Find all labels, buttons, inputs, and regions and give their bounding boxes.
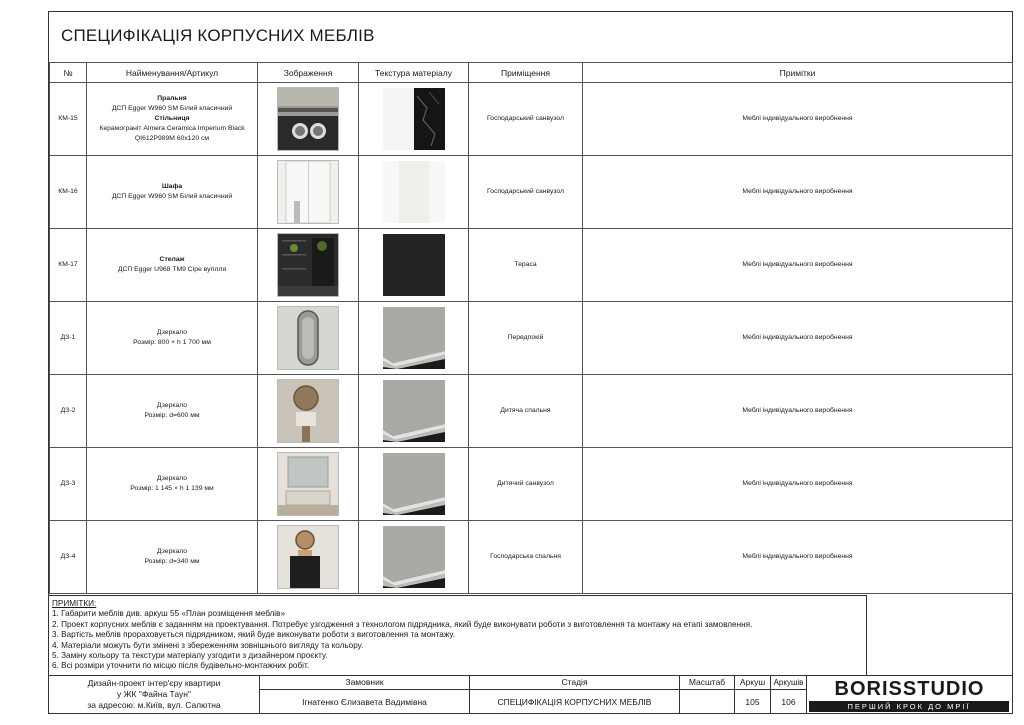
item-image-cell — [258, 302, 359, 375]
item-detail: Дзеркало — [156, 329, 188, 336]
material-texture-cell — [359, 448, 469, 521]
note-item: 4. Матеріали можуть бути змінені з збереженням зовнішнього вигляду та кольору. — [52, 640, 364, 650]
bathroom-mirror-photo — [277, 452, 339, 516]
notes-block — [49, 595, 867, 675]
sheet-value: 105 — [745, 697, 760, 707]
customer-cell — [259, 676, 469, 714]
note: Меблі індивідуального виробнення — [583, 521, 1013, 594]
table-header-row — [50, 63, 1013, 83]
note: Меблі індивідуального виробнення — [583, 229, 1013, 302]
studio-logo: BORISSTUDIO — [834, 678, 985, 700]
studio-slogan: ПЕРШИЙ КРОК ДО МРІЇ — [809, 701, 1009, 712]
item-title: Стільниця — [154, 115, 190, 122]
table-row — [50, 83, 1013, 156]
project-line: Дизайн-проект інтер'єру квартири — [87, 678, 221, 688]
note-item: 3. Вартість меблів прораховується підрядником, який буде виконувати роботи з виготовлення та монтажу. — [52, 630, 455, 640]
charcoal-texture — [383, 234, 445, 296]
item-name — [87, 229, 258, 302]
row-number: ДЗ-1 — [50, 302, 87, 375]
item-name — [87, 302, 258, 375]
table-row — [50, 302, 1013, 375]
sheets-cell — [770, 676, 807, 714]
row-number: ДЗ-2 — [50, 375, 87, 448]
item-image-cell — [258, 521, 359, 594]
sheet-label: Аркуш — [735, 676, 770, 690]
item-detail: Дзеркало — [156, 548, 188, 555]
material-texture-cell — [359, 521, 469, 594]
note-item: 5. Заміну кольору та текстури матеріалу узгодити з дизайнером проєкту. — [52, 651, 328, 661]
item-detail: Дзеркало — [156, 402, 188, 409]
item-title: Пральня — [157, 95, 187, 102]
row-number: ДЗ-4 — [50, 521, 87, 594]
page-title: СПЕЦИФІКАЦІЯ КОРПУСНИХ МЕБЛІВ — [61, 26, 375, 45]
item-image-cell — [258, 448, 359, 521]
room: Господарський санвузол — [469, 156, 583, 229]
mirror-texture — [383, 307, 445, 369]
spec-table — [49, 62, 1013, 594]
table-row — [50, 229, 1013, 302]
item-image-cell — [258, 375, 359, 448]
shelving-photo — [277, 233, 339, 297]
table-row — [50, 156, 1013, 229]
mirror-texture — [383, 380, 445, 442]
row-number: ДЗ-3 — [50, 448, 87, 521]
col-header-texture: Текстура матеріалу — [359, 63, 469, 83]
row-number: КМ-15 — [50, 83, 87, 156]
row-number: КМ-17 — [50, 229, 87, 302]
title-box — [49, 12, 1012, 63]
title-block — [49, 675, 1012, 714]
row-number: КМ-16 — [50, 156, 87, 229]
room: Господарський санвузол — [469, 83, 583, 156]
note: Меблі індивідуального виробнення — [583, 83, 1013, 156]
col-header-image: Зображення — [258, 63, 359, 83]
material-texture-cell — [359, 83, 469, 156]
room: Дитяча спальня — [469, 375, 583, 448]
item-detail: ДСП Egger W960 SM Білий класичний — [111, 193, 233, 200]
col-header-room: Приміщення — [469, 63, 583, 83]
laundry-photo — [277, 87, 339, 151]
scale-cell — [679, 676, 734, 714]
room: Тераса — [469, 229, 583, 302]
item-name — [87, 521, 258, 594]
white-texture — [383, 161, 445, 223]
item-detail: Розмір: d=600 мм — [144, 412, 200, 419]
table-row — [50, 521, 1013, 594]
oval-mirror-photo — [277, 306, 339, 370]
sheets-value: 106 — [781, 697, 796, 707]
note: Меблі індивідуального виробнення — [583, 156, 1013, 229]
item-detail: QI612P989M 60x120 см — [134, 135, 210, 142]
room: Дитячий санвузол — [469, 448, 583, 521]
material-texture-cell — [359, 375, 469, 448]
project-line: у ЖК "Файна Таун" — [117, 689, 191, 699]
sheet-cell — [734, 676, 770, 714]
item-title: Шафа — [161, 183, 183, 190]
item-detail: ДСП Egger U968 ТМ9 Сіре вугілля — [117, 266, 227, 273]
scale-label: Масштаб — [680, 676, 734, 690]
item-name — [87, 375, 258, 448]
material-texture-cell — [359, 156, 469, 229]
col-header-num: № — [50, 63, 87, 83]
item-detail: Керамограніт Almera Ceramica Imperium Black — [99, 125, 245, 132]
mirror-texture — [383, 453, 445, 515]
note: Меблі індивідуального виробнення — [583, 448, 1013, 521]
stage-cell — [469, 676, 679, 714]
round-mirror-photo — [277, 379, 339, 443]
room: Передпокій — [469, 302, 583, 375]
item-title: Стелаж — [159, 256, 185, 263]
item-image-cell — [258, 83, 359, 156]
note: Меблі індивідуального виробнення — [583, 375, 1013, 448]
table-row — [50, 448, 1013, 521]
stage-label: Стадія — [470, 676, 679, 690]
room: Господарська спальня — [469, 521, 583, 594]
item-name — [87, 448, 258, 521]
white-and-black-marble-texture — [383, 88, 445, 150]
sheets-label: Аркушів — [771, 676, 806, 690]
item-image-cell — [258, 229, 359, 302]
col-header-notes: Примітки — [583, 63, 1013, 83]
material-texture-cell — [359, 229, 469, 302]
item-name — [87, 156, 258, 229]
wardrobe-photo — [277, 160, 339, 224]
item-detail: Розмір: 800 × h 1 700 мм — [133, 339, 211, 346]
customer-label: Замовник — [260, 676, 469, 690]
material-texture-cell — [359, 302, 469, 375]
note-item: 6. Всі розміри уточнити по місцю після будівельно-монтажних робіт. — [52, 661, 310, 671]
customer-value: Ігнатенко Єлизавета Вадимівна — [302, 697, 427, 707]
item-detail: Розмір: d=340 мм — [144, 558, 200, 565]
note-item: 2. Проект корпусних меблів є заданням на проектування. Потребує узгодження з технологом підрядника, який буде виконувати роботи з виготовлення та монтажу на етапі замовлення. — [52, 619, 753, 629]
stage-value: СПЕЦИФІКАЦІЯ КОРПУСНИХ МЕБЛІВ — [497, 697, 652, 707]
project-description — [49, 678, 259, 711]
spec-sheet — [48, 11, 1013, 714]
item-detail: ДСП Egger W960 SM Білий класичний — [111, 105, 233, 112]
item-image-cell — [258, 156, 359, 229]
table-row — [50, 375, 1013, 448]
item-detail: Розмір: 1 145 × h 1 139 мм — [130, 485, 214, 492]
item-detail: Дзеркало — [156, 475, 188, 482]
mirror-texture — [383, 526, 445, 588]
project-line: за адресою: м.Київ, вул. Салютна — [87, 700, 221, 710]
note-item: 1. Габарити меблів див. аркуш 55 «План розміщення меблів» — [52, 609, 286, 619]
notes-header: ПРИМІТКИ: — [52, 599, 97, 608]
item-name — [87, 83, 258, 156]
note: Меблі індивідуального виробнення — [583, 302, 1013, 375]
small-round-mirror-photo — [277, 525, 339, 589]
col-header-name: Найменування/Артикул — [87, 63, 258, 83]
